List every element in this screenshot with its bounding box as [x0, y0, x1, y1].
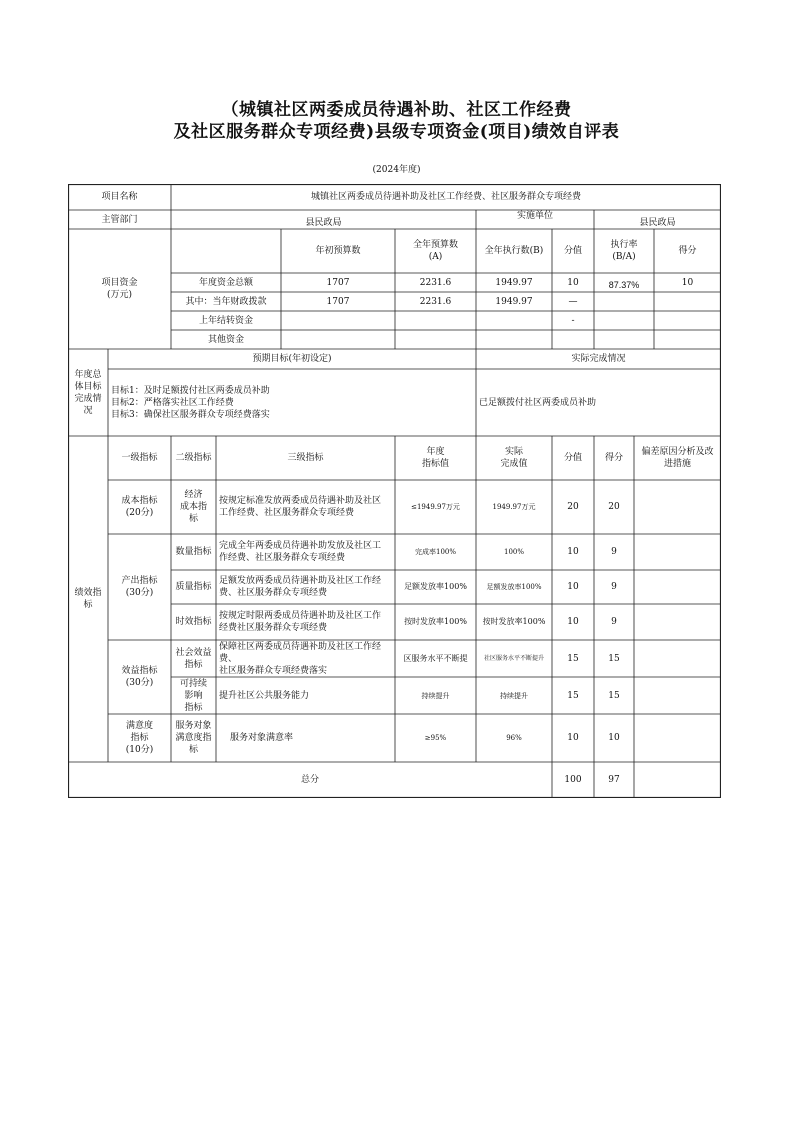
funds-header-execution: 全年执行数(B)	[484, 246, 544, 256]
title-line-2: 及社区服务群众专项经费)县级专项资金(项目)绩效自评表	[173, 122, 620, 142]
indicator-group-cost: 成本指标 (20分)	[121, 496, 158, 518]
funds-row-score-value: —	[568, 296, 578, 307]
indicator-level2: 质量指标	[175, 582, 212, 592]
indicator-target: 按时发放率100%	[404, 617, 467, 626]
indicators-header-score: 得分	[604, 453, 623, 463]
total-label: 总分	[300, 775, 319, 785]
indicator-actual: 96%	[506, 734, 522, 742]
project-name-value: 城镇社区两委成员待遇补助及社区工作经费、社区服务群众专项经费	[310, 192, 581, 202]
indicator-level2: 服务对象 满意度指 标	[175, 721, 212, 755]
indicator-score-value: 20	[567, 502, 579, 512]
funds-header-exec-rate: 执行率 (B/A)	[610, 240, 638, 262]
indicator-level3: 提升社区公共服务能力	[219, 690, 310, 701]
indicator-score: 20	[608, 502, 620, 512]
indicator-score: 9	[611, 617, 617, 627]
indicator-level2: 时效指标	[175, 617, 212, 627]
funds-header-annual: 全年预算数 (A)	[412, 240, 458, 262]
indicator-actual: 1949.97万元	[492, 503, 536, 511]
indicator-score: 15	[608, 653, 620, 664]
indicator-level3: 完成全年两委成员待遇补助发放及社区工 作经费、社区服务群众专项经费	[219, 541, 382, 563]
indicator-target: 区服务水平不断提	[403, 653, 468, 663]
indicator-score-value: 10	[567, 733, 579, 743]
funds-row-score-value: 10	[567, 277, 579, 288]
goals-expected-text: 目标1：及时足额拨付社区两委成员补助 目标2：严格落实社区工作经费 目标3：确保社区服务群众专项经费落实	[111, 385, 270, 420]
funds-row-rate: 87.37%	[608, 280, 640, 290]
indicator-target: ≤1949.97万元	[411, 503, 460, 511]
indicator-target: 足额发放率100%	[404, 582, 467, 591]
funds-row-initial	[281, 330, 395, 349]
dept-label: 主管部门	[101, 214, 138, 225]
funds-row-score-value: -	[571, 315, 575, 326]
goals-actual-header: 实际完成情况	[571, 354, 626, 364]
indicator-level2: 可持续 影响 指标	[179, 678, 207, 713]
funds-row-label: 年度资金总额	[198, 277, 253, 288]
project-name-label: 项目名称	[101, 192, 138, 202]
goals-expected-header: 预期目标(年初设定)	[252, 354, 332, 364]
indicator-group-output: 产出指标 (30分)	[121, 576, 158, 598]
funds-row-execution	[476, 330, 552, 349]
indicator-level3: 按规定标准发放两委成员待遇补助及社区 工作经费、社区服务群众专项经费	[219, 496, 382, 518]
funds-header-score: 得分	[678, 246, 697, 256]
funds-row-label: 其他资金	[207, 334, 244, 345]
indicator-target: ≥95%	[424, 734, 447, 742]
indicator-level2: 社会效益 指标	[175, 647, 212, 670]
funds-row-initial	[281, 311, 395, 330]
funds-row-score-value	[552, 330, 594, 349]
funds-row-annual	[395, 330, 476, 349]
indicators-section-label: 绩效指 标	[74, 588, 102, 610]
funds-row-score	[654, 311, 721, 330]
funds-row-label: 上年结转资金	[198, 315, 253, 326]
funds-section-label: 项目资金 (万元)	[101, 278, 138, 300]
total-score: 97	[608, 775, 620, 785]
indicator-actual: 持续提升	[500, 691, 528, 700]
indicator-actual: 社区服务水平不断提升	[483, 654, 544, 662]
indicator-score: 10	[608, 733, 620, 743]
funds-row-initial: 1707	[326, 296, 350, 307]
indicators-header-deviation: 偏差原因分析及改 进措施	[641, 447, 714, 469]
total-score-value: 100	[564, 775, 582, 785]
indicator-score-value: 15	[567, 690, 579, 701]
funds-header-score-value: 分值	[563, 246, 582, 256]
indicator-score-value: 10	[567, 617, 579, 627]
indicator-target: 持续提升	[421, 691, 450, 700]
title-line-1: （城镇社区两委成员待遇补助、社区工作经费	[221, 100, 572, 120]
funds-row-label: 其中：当年财政拨款	[185, 296, 267, 307]
goals-actual-text: 已足额拨付社区两委成员补助	[479, 397, 597, 408]
funds-row-rate	[594, 330, 654, 349]
indicators-header-level3: 三级指标	[287, 453, 324, 463]
funds-header-initial: 年初预算数	[315, 246, 361, 256]
indicator-actual: 足额发放率100%	[486, 583, 542, 591]
funds-row-rate	[594, 292, 654, 311]
funds-row-initial: 1707	[326, 277, 350, 288]
funds-row-execution: 1949.97	[495, 277, 533, 288]
indicators-header-level1: 一级指标	[121, 453, 158, 463]
indicator-actual: 按时发放率100%	[482, 617, 546, 626]
impl-value: 县民政局	[639, 218, 676, 228]
funds-row-score: 10	[681, 277, 694, 288]
funds-row-execution: 1949.97	[495, 296, 533, 307]
dept-value: 县民政局	[305, 218, 342, 228]
funds-row-annual: 2231.6	[419, 277, 452, 288]
indicator-level3: 保障社区两委成员待遇补助及社区工作经费、 社区服务群众专项经费落实	[219, 641, 382, 676]
indicators-header-score-value: 分值	[563, 453, 582, 463]
indicator-group-satisfaction: 满意度 指标 (10分)	[125, 721, 154, 755]
indicator-score: 9	[611, 547, 617, 557]
indicator-score-value: 10	[567, 582, 579, 592]
indicator-level2: 数量指标	[175, 547, 212, 557]
indicator-score: 9	[611, 582, 617, 592]
indicator-score: 15	[608, 690, 620, 701]
indicator-level2: 经济 成本指 标	[179, 490, 207, 524]
funds-row-rate	[594, 311, 654, 330]
indicator-actual: 100%	[503, 548, 524, 556]
indicator-level3: 按规定时限两委成员待遇补助及社区工作 经费社区服务群众专项经费	[219, 611, 382, 633]
impl-label: 实施单位	[516, 211, 553, 221]
funds-row-annual: 2231.6	[419, 296, 452, 307]
indicator-group-benefit: 效益指标 (30分)	[121, 666, 158, 688]
indicators-header-target: 年度 指标值	[421, 447, 449, 469]
indicator-target: 完成率100%	[414, 548, 456, 556]
evaluation-table	[68, 184, 721, 798]
indicators-header-actual: 实际 完成值	[500, 447, 528, 469]
indicator-score-value: 10	[567, 547, 579, 557]
indicator-level3: 服务对象满意率	[230, 733, 294, 743]
goals-section-label: 年度总 体目标 完成情 况	[74, 369, 102, 416]
indicators-header-level2: 二级指标	[175, 453, 212, 463]
funds-row-score	[654, 330, 721, 349]
report-year: (2024年度)	[372, 165, 421, 175]
funds-row-score	[654, 292, 721, 311]
indicator-score-value: 15	[567, 653, 579, 664]
funds-row-execution	[476, 311, 552, 330]
funds-row-annual	[395, 311, 476, 330]
indicator-level3: 足额发放两委成员待遇补助及社区工作经 费、社区服务群众专项经费	[219, 576, 382, 598]
